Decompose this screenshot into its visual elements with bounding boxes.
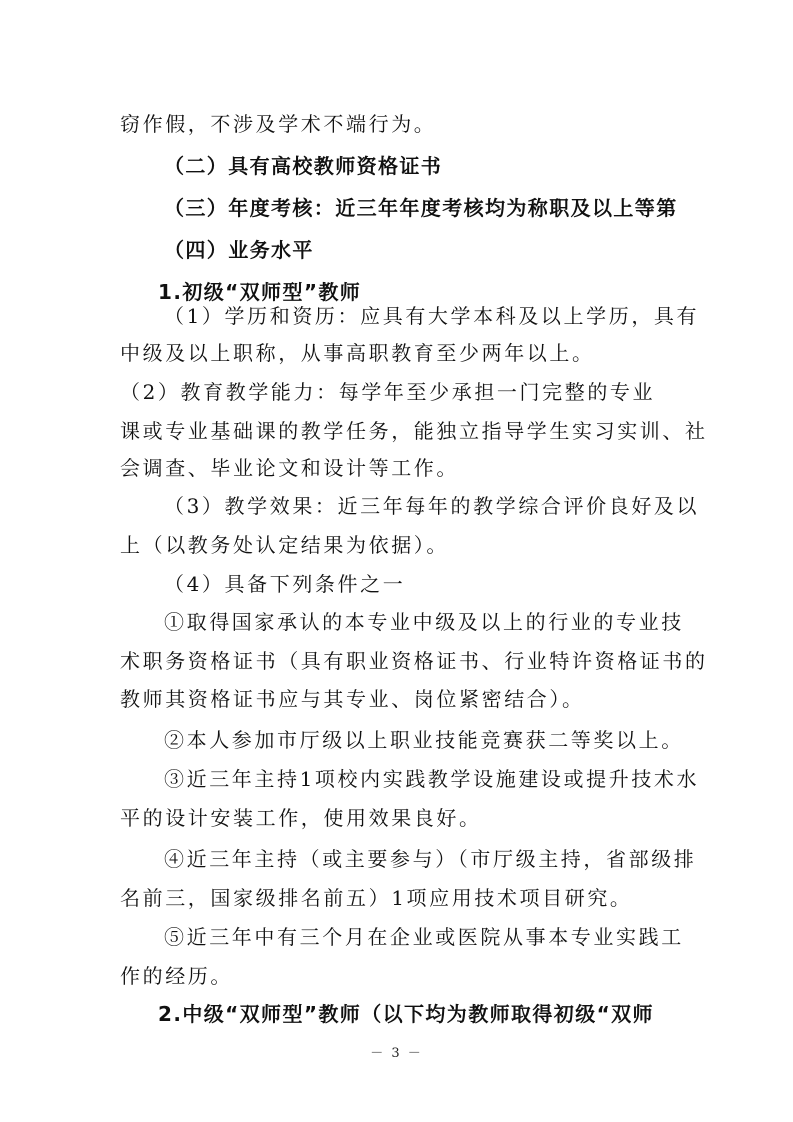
paragraph-line: 名前三，国家级排名前五）1项应用技术项目研究。 [120,886,633,910]
paragraph-line: 中级及以上职称，从事高职教育至少两年以上。 [120,341,595,365]
subsection-heading: 2.中级“双师型”教师（以下均为教师取得初级“双师 [158,1002,654,1026]
section-heading: （三）年度考核：近三年年度考核均为称职及以上等第 [164,196,678,220]
paragraph-line: （2）教育教学能力：每学年至少承担一门完整的专业 [120,380,656,404]
paragraph-line: ⑤近三年中有三个月在企业或医院从事本专业实践工 [164,925,684,949]
section-heading: （二）具有高校教师资格证书 [164,154,443,178]
section-heading: （四）业务水平 [164,238,314,262]
paragraph-line: 作的经历。 [120,964,233,988]
paragraph-line: 教师其资格证书应与其专业、岗位紧密结合）。 [120,687,585,711]
paragraph-line: （4）具备下列条件之一 [164,572,406,596]
page-number: － 3 － [370,1046,423,1061]
subsection-heading: 1.初级“双师型”教师 [158,280,362,304]
paragraph-line: ②本人参加市厅级以上职业技能竞赛获二等奖以上。 [164,728,684,752]
paragraph-line: 术职务资格证书（具有职业资格证书、行业特许资格证书的 [120,649,708,673]
paragraph-line: ④近三年主持（或主要参与）（市厅级主持，省部级排 [164,847,697,871]
paragraph-line: （3）教学效果：近三年每年的教学综合评价良好及以 [164,494,700,518]
paragraph-line: （1）学历和资历：应具有大学本科及以上学历，具有 [164,304,700,328]
paragraph-line: 会调查、毕业论文和设计等工作。 [120,456,459,480]
paragraph-line: 窃作假，不涉及学术不端行为。 [120,112,437,136]
paragraph-line: ①取得国家承认的本专业中级及以上的行业的专业技 [164,610,684,634]
paragraph-line: 课或专业基础课的教学任务，能独立指导学生实习实训、社 [120,419,708,443]
paragraph-line: ③近三年主持1项校内实践教学设施建设或提升技术水 [164,767,700,791]
paragraph-line: 上（以教务处认定结果为依据）。 [120,533,449,557]
paragraph-line: 平的设计安装工作，使用效果良好。 [120,806,482,830]
